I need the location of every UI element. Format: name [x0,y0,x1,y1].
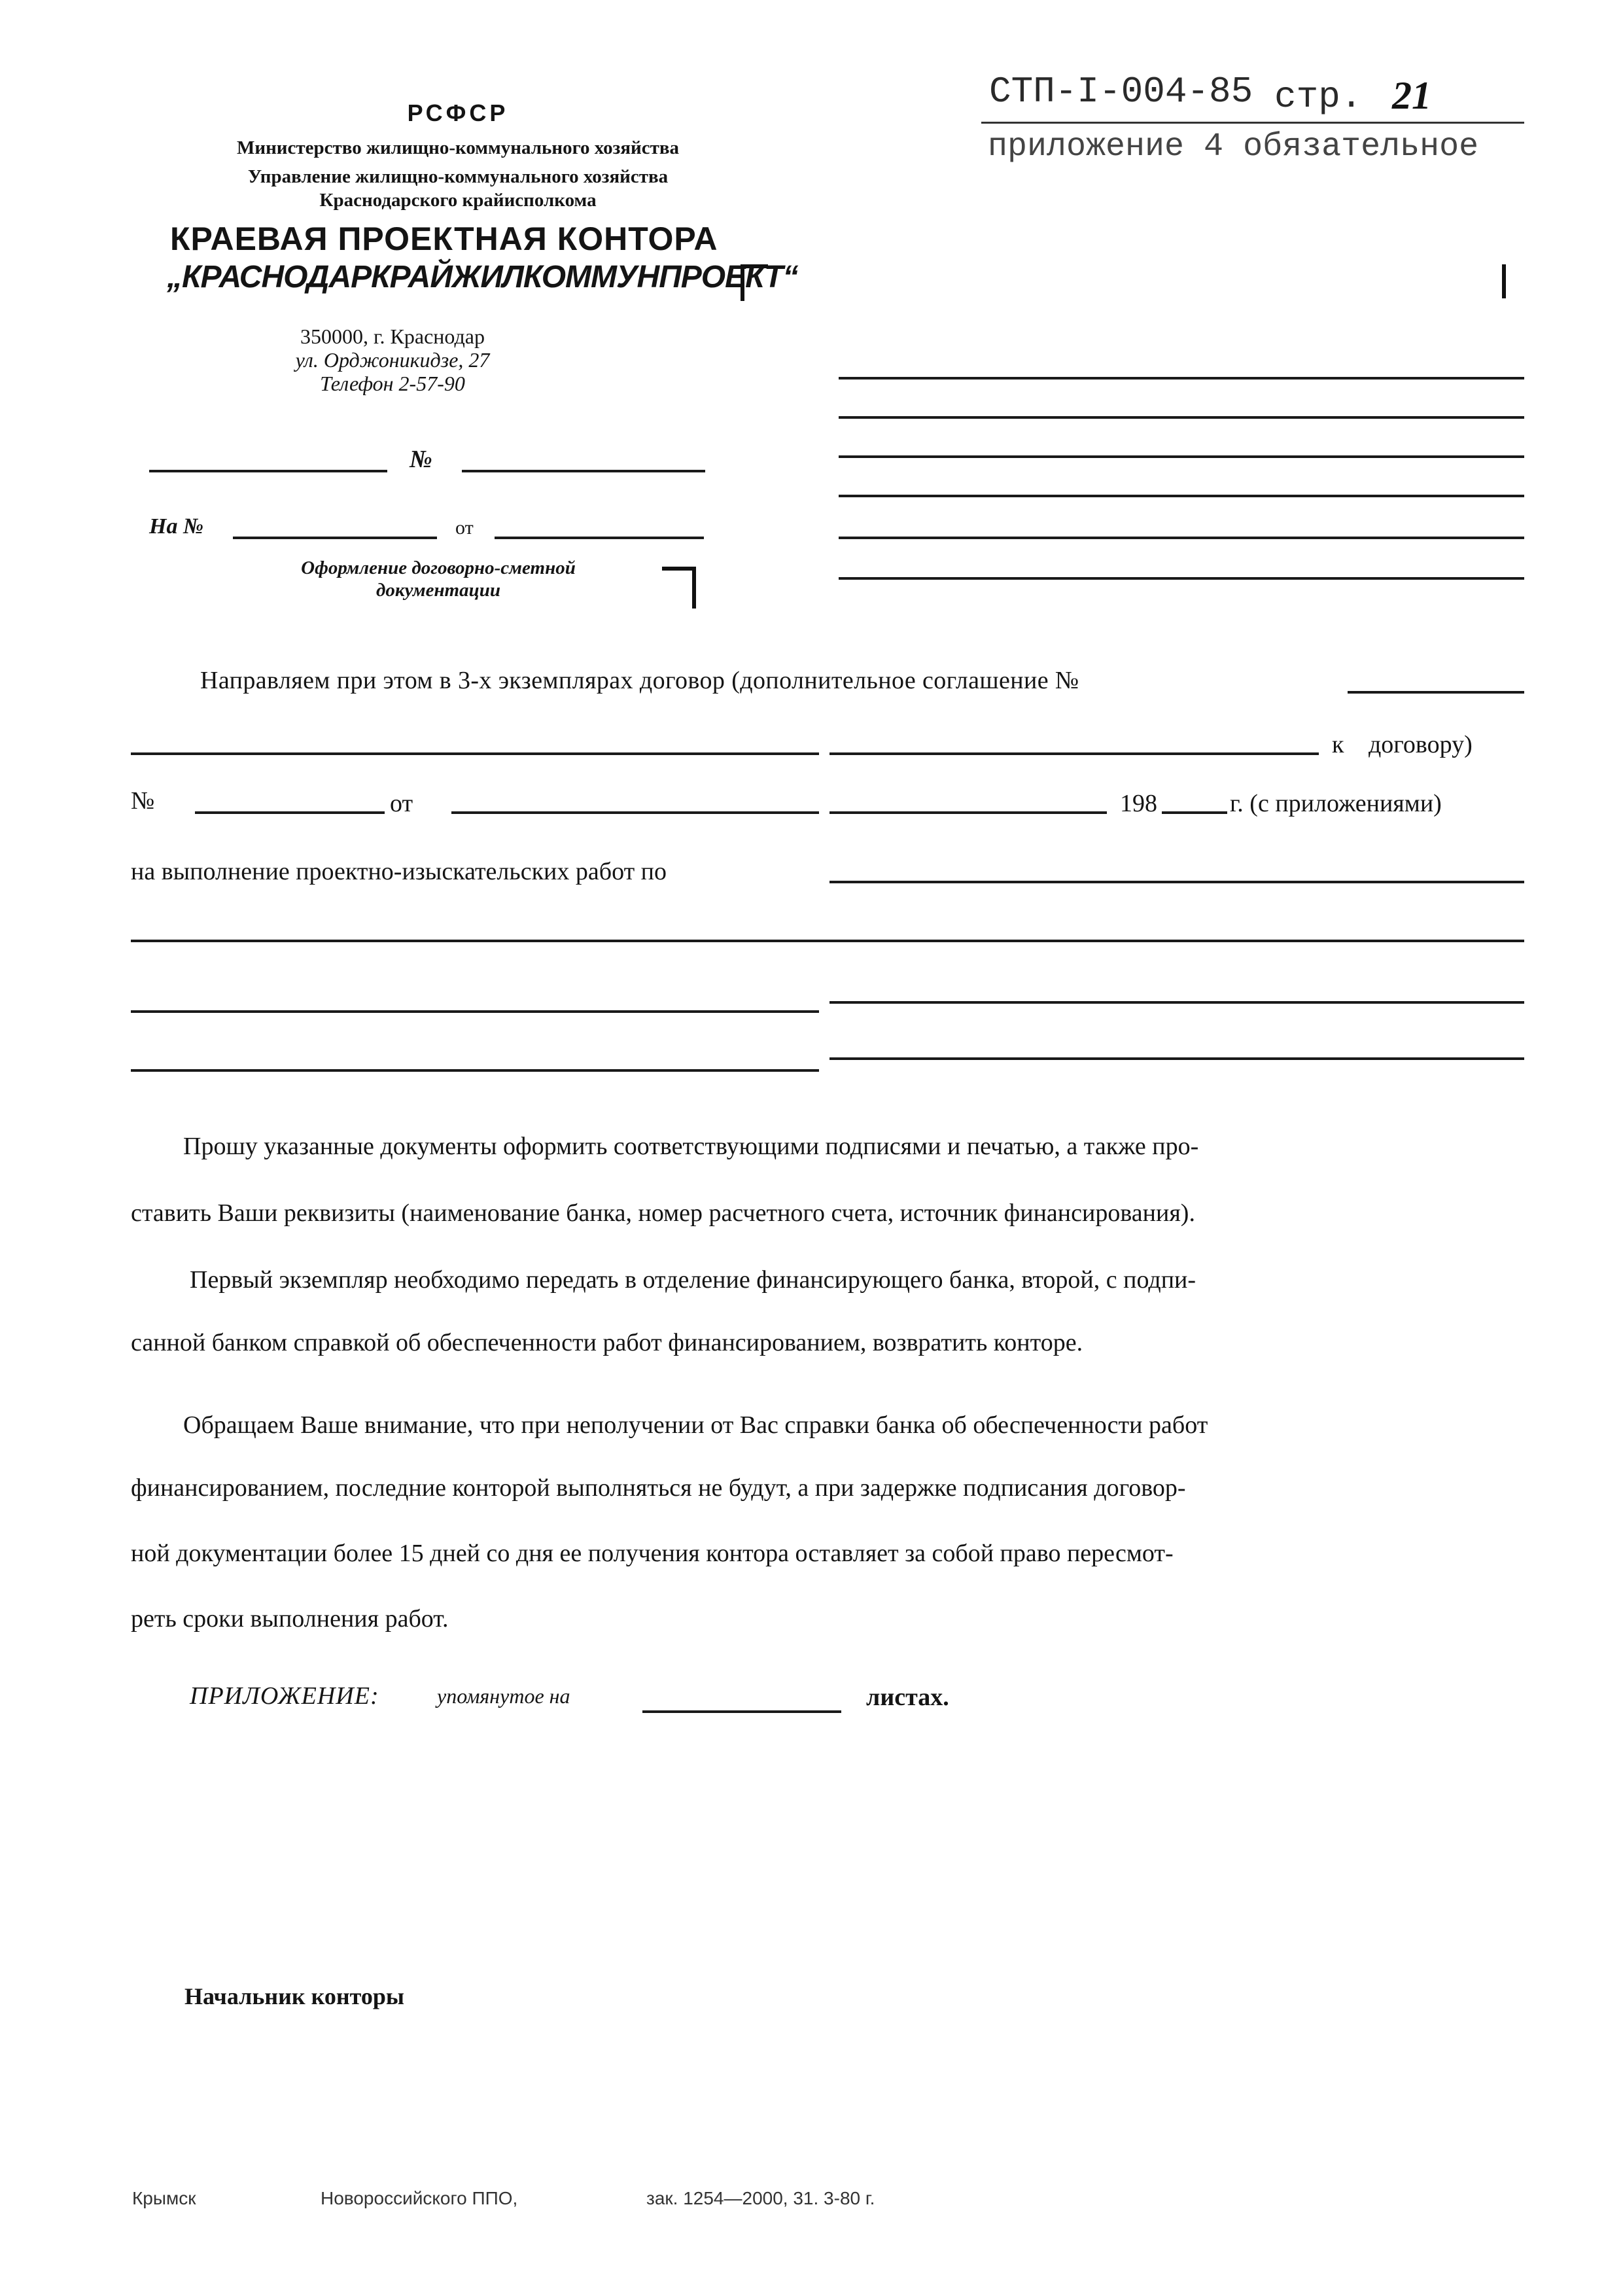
corner-bracket-bottom-right [662,567,696,609]
body-line-1: Направляем при этом в 3-х экземплярах договор (дополнительное соглашение № [200,667,1079,694]
reference-label: На № [149,514,204,539]
address-street: ул. Орджоникидзе, 27 [295,348,490,372]
paragraph-2-line-1: Первый экземпляр необходимо передать в отделение финансирующего банка, второй, с подпи- [190,1266,1196,1294]
works-line-4b[interactable] [829,1057,1524,1060]
annex-sheets-label: листах. [866,1684,949,1711]
works-line-4a[interactable] [131,1069,819,1072]
reference-number-field[interactable] [233,537,437,539]
annex-label: ПРИЛОЖЕНИЕ: [190,1682,379,1710]
paragraph-1-line-1: Прошу указанные документы оформить соответствующими подписями и печатью, а также про- [183,1133,1199,1160]
reference-from-label: от [455,517,474,539]
works-line-3b[interactable] [829,1001,1524,1004]
contract-number-sign: № [131,787,155,815]
contract-line-b[interactable] [829,752,1319,755]
addressee-line-5[interactable] [839,537,1524,539]
corner-bracket-top-right [1502,264,1506,298]
contract-number-field[interactable] [195,811,385,814]
executive-name: Краснодарского крайисполкома [319,190,597,211]
annex-note: приложение 4 обязательное [988,128,1479,166]
outgoing-number-sign: № [410,446,432,473]
outgoing-date-field[interactable] [149,470,387,472]
page-label: стр. [1274,76,1363,118]
reference-date-field[interactable] [495,537,704,539]
works-line-2[interactable] [131,940,1524,942]
addressee-line-6[interactable] [839,577,1524,580]
annex-sheets-field[interactable] [642,1710,841,1713]
paragraph-3-line-1: Обращаем Ваше внимание, что при неполучении от Вас справки банка об обеспеченности работ [183,1411,1208,1439]
works-on-label: на выполнение проектно-изыскательских работ по [131,858,667,885]
document-code-text: СТП-I-004-85 [989,71,1253,113]
outgoing-number-field[interactable] [462,470,705,472]
organization-title: КРАЕВАЯ ПРОЕКТНАЯ КОНТОРА [170,221,718,257]
contract-line-a[interactable] [131,752,819,755]
paragraph-3-line-4: реть сроки выполнения работ. [131,1605,449,1633]
department-name: Управление жилищно-коммунального хозяйства [247,166,669,187]
header-rule [981,122,1524,124]
to-contract-label: к договору) [1332,731,1473,758]
paragraph-2-line-2: санной банком справкой об обеспеченности работ финансированием, возвратить конторе. [131,1329,1083,1356]
corner-bracket-top-left [741,264,768,301]
contract-from-label: от [390,790,413,817]
contract-year-field[interactable] [1162,811,1227,814]
address-phone: Телефон 2-57-90 [320,372,465,395]
contract-date-field-a[interactable] [451,811,819,814]
document-code [989,71,1253,113]
subject-line-1: Оформление договорно-сметной [301,557,576,578]
address-city: 350000, г. Краснодар [300,325,485,348]
addressee-line-3[interactable] [839,455,1524,458]
addressee-line-4[interactable] [839,495,1524,497]
signature-title: Начальник конторы [184,1983,404,2009]
footer-city: Крымск [132,2188,196,2208]
subject-line-2: документации [375,580,500,601]
paragraph-3-line-2: финансированием, последние конторой выполняться не будут, а при задержке подписания договор- [131,1474,1186,1502]
works-line-3a[interactable] [131,1010,819,1013]
contract-year: 198 [1120,790,1157,817]
country-header: РСФСР [407,99,509,126]
annex-text: упомянутое на [437,1684,570,1708]
ministry-name: Министерство жилищно-коммунального хозяйства [237,137,679,158]
addressee-line-2[interactable] [839,416,1524,419]
paragraph-1-line-2: ставить Ваши реквизиты (наименование банка, номер расчетного счета, источник финансирования). [131,1199,1195,1227]
organization-name: „КРАСНОДАРКРАЙЖИЛКОММУНПРОЕКТ“ [167,260,798,294]
with-appendices-label: г. (с приложениями) [1230,790,1442,817]
footer-order: зак. 1254—2000, 31. 3-80 г. [646,2188,875,2208]
page-number: 21 [1392,74,1431,117]
agreement-number-field[interactable] [1348,691,1524,694]
footer-printer: Новороссийского ППО, [321,2188,518,2208]
addressee-line-1[interactable] [839,377,1524,380]
paragraph-3-line-3: ной документации более 15 дней со дня ее получения контора оставляет за собой право пересмот- [131,1540,1174,1567]
contract-date-field-b[interactable] [829,811,1107,814]
works-line-1[interactable] [829,881,1524,883]
